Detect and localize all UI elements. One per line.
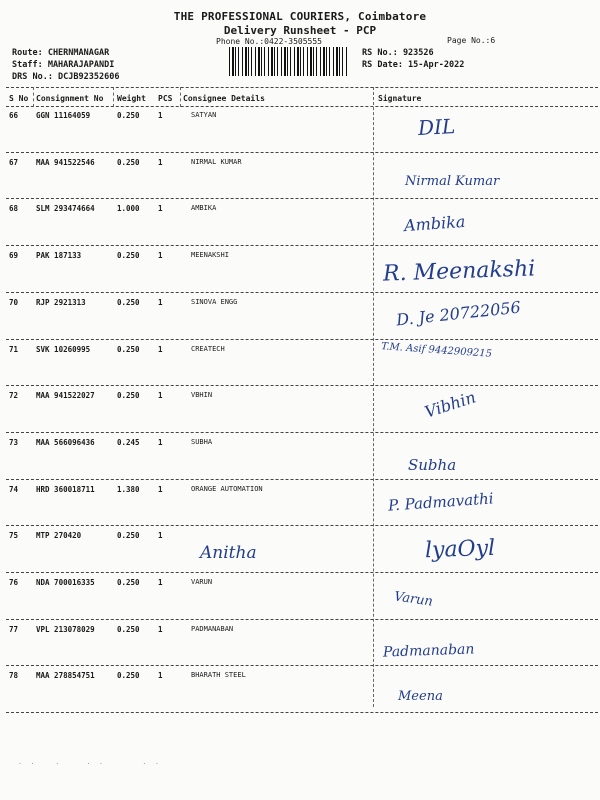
- row-sno: 72: [9, 391, 19, 401]
- table-row: [0, 531, 600, 577]
- consignee-name: VARUN: [191, 578, 213, 586]
- pcs-value: 1: [158, 531, 163, 541]
- rs-number: RS No.: 923526: [362, 48, 434, 58]
- consignee-name: PADMANABAN: [191, 624, 234, 633]
- row-divider: [6, 198, 598, 199]
- weight-value: 0.250: [117, 157, 140, 167]
- row-sno: 69: [9, 251, 19, 261]
- table-row: [0, 340, 600, 391]
- row-sno: 68: [9, 204, 19, 214]
- consignee-name: SUBHA: [191, 437, 213, 446]
- table-row: [0, 387, 600, 437]
- signature: Ambika: [403, 212, 466, 236]
- table-row: [0, 438, 600, 484]
- header-divider-top: [6, 87, 598, 88]
- header-divider-bottom: [6, 106, 598, 107]
- signature: Nirmal Kumar: [405, 173, 500, 189]
- handwritten-name: Anitha: [200, 543, 257, 564]
- weight-value: 0.245: [117, 437, 140, 447]
- weight-value: 0.250: [117, 531, 140, 541]
- row-sno: 71: [9, 344, 19, 354]
- pcs-value: 1: [158, 624, 163, 634]
- consignment-number: PAK 187133: [36, 251, 82, 261]
- row-divider: [6, 712, 598, 713]
- pcs-value: 1: [158, 391, 163, 401]
- column-divider: [113, 87, 114, 107]
- consignee-name: SATYAN: [191, 111, 217, 119]
- row-divider: [6, 572, 598, 573]
- phone-number: Phone No.:0422-3505555: [216, 37, 322, 46]
- row-sno: 74: [9, 484, 19, 494]
- row-divider: [6, 339, 598, 340]
- signature: Padmanaban: [382, 641, 475, 661]
- row-sno: 77: [9, 624, 19, 634]
- pcs-value: 1: [158, 111, 163, 120]
- consignee-name: MEENAKSHI: [191, 251, 229, 260]
- table-row: [0, 204, 600, 250]
- pcs-value: 1: [158, 671, 163, 681]
- row-divider: [6, 385, 598, 386]
- table-row: [0, 298, 600, 344]
- pcs-value: 1: [158, 578, 163, 587]
- consignment-number: MAA 941522546: [36, 157, 95, 167]
- consignment-number: MAA 566096436: [36, 437, 95, 447]
- column-header-weight: Weight: [117, 94, 146, 103]
- weight-value: 0.250: [117, 297, 140, 307]
- column-header-signature: Signature: [378, 94, 422, 103]
- consignee-name: NIRMAL KUMAR: [191, 157, 242, 166]
- consignment-number: SVK 10260995: [36, 344, 91, 354]
- runsheet-subtitle: Delivery Runsheet - PCP: [223, 24, 377, 37]
- signature: T.M. Asif 9442909215: [380, 340, 493, 360]
- weight-value: 1.380: [117, 484, 140, 494]
- weight-value: 0.250: [117, 391, 140, 401]
- consignment-number: GGN 11164059: [36, 111, 91, 120]
- column-header-sno: S No: [9, 94, 29, 103]
- row-sno: 75: [9, 531, 19, 541]
- consignee-name: SINOVA ENGG: [191, 297, 238, 306]
- row-sno: 67: [9, 157, 19, 167]
- weight-value: 1.000: [117, 204, 140, 214]
- consignment-number: MTP 270420: [36, 531, 82, 541]
- barcode: [229, 47, 347, 76]
- row-divider: [6, 245, 598, 246]
- consignment-number: MAA 941522027: [36, 391, 95, 401]
- scan-noise: · · · · · · ·: [18, 760, 161, 768]
- row-sno: 66: [9, 111, 19, 120]
- consignment-number: RJP 2921313: [36, 297, 86, 307]
- row-divider: [6, 292, 598, 293]
- consignment-number: MAA 278854751: [36, 671, 95, 681]
- column-divider: [180, 87, 181, 107]
- consignee-name: VBHIN: [191, 391, 213, 400]
- table-row: [0, 158, 600, 204]
- consignment-number: VPL 213078029: [36, 624, 95, 634]
- consignment-number: HRD 360018711: [36, 484, 95, 494]
- staff-label: Staff: MAHARAJAPANDI: [12, 60, 115, 70]
- table-row: [0, 251, 600, 297]
- drs-label: DRS No.: DCJB92352606: [12, 72, 120, 82]
- table-row: [0, 671, 600, 717]
- consignee-name: CREATECH: [191, 344, 225, 353]
- pcs-value: 1: [158, 484, 163, 494]
- weight-value: 0.250: [117, 624, 140, 634]
- table-row: [0, 625, 600, 671]
- route-label: Route: CHERNMANAGAR: [12, 48, 110, 58]
- column-header-consignment: Consignment No: [36, 94, 104, 103]
- row-sno: 70: [9, 297, 19, 307]
- pcs-value: 1: [158, 344, 163, 354]
- row-sno: 78: [9, 671, 19, 681]
- row-divider: [6, 619, 598, 620]
- row-sno: 76: [9, 578, 19, 587]
- signature: DIL: [417, 114, 456, 140]
- rs-date: RS Date: 15-Apr-2022: [362, 60, 465, 70]
- consignment-number: SLM 293474664: [36, 204, 95, 214]
- signature: D. Je 20722056: [395, 297, 522, 330]
- signature: R. Meenakshi: [382, 256, 536, 287]
- consignee-name: ORANGE AUTOMATION: [191, 484, 263, 493]
- row-divider: [6, 665, 598, 666]
- weight-value: 0.250: [117, 578, 140, 587]
- pcs-value: 1: [158, 251, 163, 261]
- pcs-value: 1: [158, 157, 163, 167]
- runsheet-title: THE PROFESSIONAL COURIERS, Coimbatore: [173, 10, 427, 23]
- weight-value: 0.250: [117, 344, 140, 354]
- column-header-pcs: PCS: [158, 94, 173, 103]
- row-divider: [6, 432, 598, 433]
- consignee-name: AMBIKA: [191, 204, 217, 213]
- page-number: Page No.:6: [447, 36, 496, 45]
- table-row: [0, 111, 600, 157]
- row-divider: [6, 152, 598, 153]
- signature: Vibhin: [422, 387, 479, 422]
- consignment-number: NDA 700016335: [36, 578, 95, 587]
- column-divider: [33, 87, 34, 107]
- signature: Meena: [398, 689, 443, 705]
- column-header-details: Consignee Details: [183, 94, 265, 103]
- pcs-value: 1: [158, 204, 163, 214]
- pcs-value: 1: [158, 297, 163, 307]
- row-sno: 73: [9, 437, 19, 447]
- row-divider: [6, 525, 598, 526]
- signature: lyaOyl: [424, 536, 496, 564]
- weight-value: 0.250: [117, 251, 140, 261]
- row-divider: [6, 479, 598, 480]
- weight-value: 0.250: [117, 671, 140, 681]
- consignee-name: BHARATH STEEL: [191, 671, 246, 680]
- weight-value: 0.250: [117, 111, 140, 120]
- signature: Subha: [408, 455, 457, 474]
- signature: P. Padmavathi: [387, 488, 495, 515]
- pcs-value: 1: [158, 437, 163, 447]
- signature: Varun: [393, 589, 434, 610]
- table-row: [0, 578, 600, 624]
- table-row: [0, 485, 600, 531]
